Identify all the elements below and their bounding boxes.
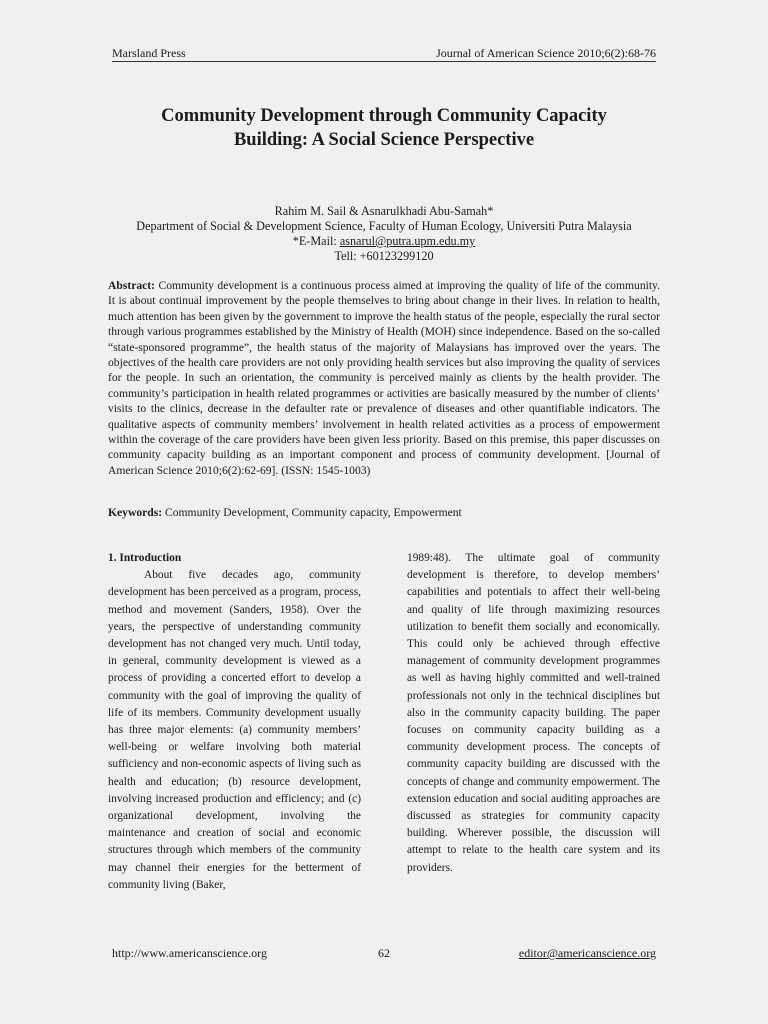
title-line-1: Community Development through Community Capacity (161, 106, 607, 126)
email-label: *E-Mail: (292, 234, 340, 248)
left-column (108, 550, 361, 894)
author-affiliation: Department of Social & Development Science, Faculty of Human Ecology, Universiti Putra Malaysia (136, 219, 632, 233)
footer-email-link[interactable]: editor@americanscience.org (518, 946, 656, 960)
journal-citation: Journal of American Science 2010;6(2):68-76 (436, 46, 656, 60)
keywords (108, 505, 660, 520)
running-header (112, 46, 656, 62)
author-block (90, 204, 678, 264)
title-line-2: Building: A Social Science Perspective (233, 130, 535, 150)
abstract (108, 278, 660, 478)
page-number: 62 (378, 946, 390, 960)
footer-website-link[interactable]: http://www.americanscience.org (112, 946, 267, 960)
section-heading: 1. Introduction (108, 552, 182, 564)
author-email-line (90, 234, 678, 249)
author-telephone: Tell: +60123299120 (334, 249, 434, 263)
intro-paragraph-right: 1989:48). The ultimate goal of community development is therefore, to develop members’ capabilities and potentials to affect their well-being and quality of life through maximizing resources utilization to benefit them socially and economically. This could only be achieved through effective management of community development programmes as well as having highly committed and well-trained professionals not only in the technical disciplines but also in the community capacity building. The paper focuses on community capacity building as a community development process. The concepts of community capacity building are discussed with the concepts of change and community empowerment. The extension education and social auditing approaches are discussed as strategies for community capacity building. Wherever possible, the discussion will attempt to relate to the health care system and its providers. (407, 552, 660, 874)
author-email-link[interactable]: asnarul@putra.upm.edu.my (339, 234, 476, 248)
right-column (407, 550, 660, 877)
abstract-text: Community development is a continuous process aimed at improving the quality of life of the community. It is about continual improvement by the people themselves to bring about change in their lives. In relation to health, much attention has been given by the government to improve the health status of the people, especially the rural sector through various programmes established by the Ministry of Health (MOH) since independence. Based on the so-called “state-sponsored programme”, the health status of the majority of Malaysians has improved over the years. The objectives of the health care providers are not only providing health services but also improving the quality of services for the people. In such an orientation, the community is perceived mainly as clients by the health provider. The community’s participation in health related programmes or activities are basically measured by the number of clients’ visits to the clinics, decrease in the defaulter rate or prevalence of diseases and other quantifiable indicators. The qualitative aspects of community members’ involvement in health related activities as a process of empowerment within the coverage of the care providers have been given less priority. Based on this premise, this paper discusses on community capacity building as an important component and process of community development. [Journal of American Science 2010;6(2):62-69]. (ISSN: 1545-1003) (108, 279, 660, 477)
paper-title (90, 104, 678, 152)
keywords-text: Community Development, Community capacity, Empowerment (162, 506, 462, 519)
intro-paragraph-left: About five decades ago, community development has been perceived as a program, process, method and movement (Sanders, 1958). Over the years, the perspective of understanding community development has not changed very much. Until today, in general, community development is viewed as a process of providing a concerted effort to develop a community with the goal of improving the quality of life of its members. Community development usually has three major elements: (a) community members’ well-being or welfare involving both material sufficiency and non-economic aspects of living such as health and education; (b) resource development, involving increased production and efficiency; and (c) organizational development, involving the maintenance and creation of social and economic structures through which members of the community may channel their energies for the betterment of community living (Baker, (108, 569, 361, 891)
abstract-label: Abstract: (108, 279, 156, 292)
author-names: Rahim M. Sail & Asnarulkhadi Abu-Samah* (274, 204, 494, 218)
publisher-name: Marsland Press (112, 46, 186, 60)
keywords-label: Keywords: (108, 506, 163, 519)
